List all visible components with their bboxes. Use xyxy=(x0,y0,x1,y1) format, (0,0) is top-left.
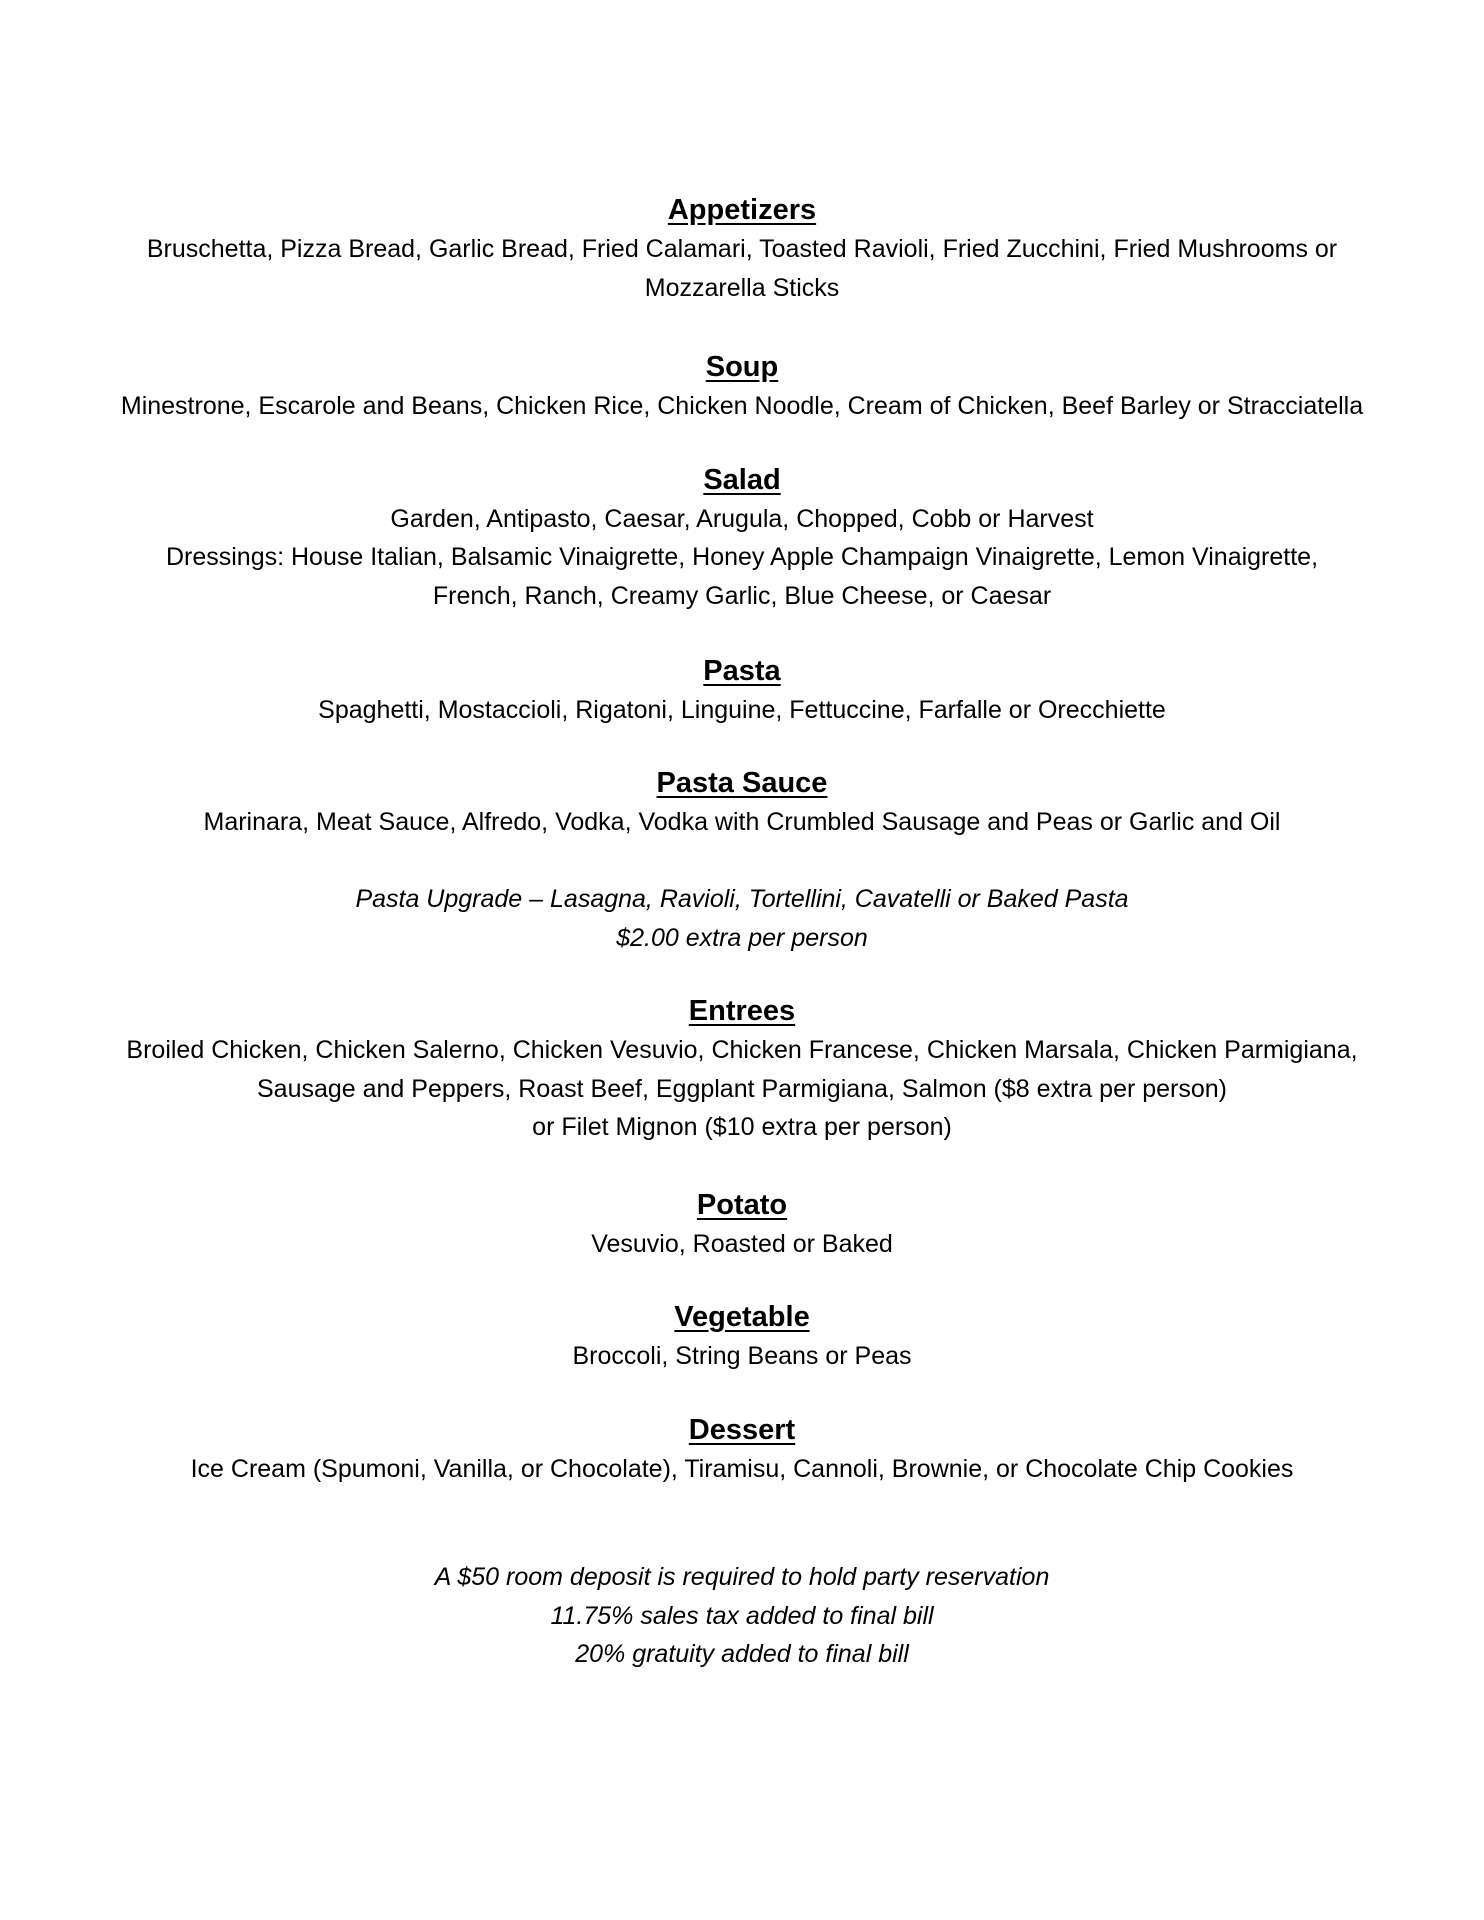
menu-line: Broccoli, String Beans or Peas xyxy=(572,1342,912,1370)
section-heading: Salad xyxy=(703,463,781,496)
section-heading: Pasta Sauce xyxy=(656,766,828,799)
section-vegetable xyxy=(80,1297,1404,1376)
pasta-upgrade-line: Pasta Upgrade – Lasagna, Ravioli, Tortellini, Cavatelli or Baked Pasta xyxy=(355,885,1129,913)
menu-line: Ice Cream (Spumoni, Vanilla, or Chocolate), Tiramisu, Cannoli, Brownie, or Chocolate Chip Cookies xyxy=(190,1454,1294,1483)
menu-line: Minestrone, Escarole and Beans, Chicken Rice, Chicken Noodle, Cream of Chicken, Beef Barley or Stracciatella xyxy=(120,392,1364,420)
section-appetizers xyxy=(80,190,1404,307)
menu-line: Broiled Chicken, Chicken Salerno, Chicken Vesuvio, Chicken Francese, Chicken Marsala, Chicken Parmigiana, xyxy=(126,1036,1358,1064)
section-entrees xyxy=(80,991,1404,1147)
pasta-upgrade-note xyxy=(80,880,1404,957)
section-soup xyxy=(80,347,1404,426)
footer-notes xyxy=(80,1558,1404,1674)
menu-line: Garden, Antipasto, Caesar, Arugula, Chopped, Cobb or Harvest xyxy=(390,504,1094,533)
menu-line: Bruschetta, Pizza Bread, Garlic Bread, Fried Calamari, Toasted Ravioli, Fried Zucchini, Fried Mushrooms or xyxy=(146,235,1338,263)
gratuity-note: 20% gratuity added to final bill xyxy=(575,1640,909,1668)
menu-line: Spaghetti, Mostaccioli, Rigatoni, Linguine, Fettuccine, Farfalle or Orecchiette xyxy=(318,696,1166,724)
section-pasta xyxy=(80,651,1404,730)
menu-content xyxy=(80,190,1404,1674)
menu-line: Mozzarella Sticks xyxy=(644,273,840,302)
section-pasta-sauce xyxy=(80,763,1404,842)
menu-line: French, Ranch, Creamy Garlic, Blue Cheese, or Caesar xyxy=(432,581,1052,610)
menu-line: Vesuvio, Roasted or Baked xyxy=(591,1229,893,1258)
menu-line: Marinara, Meat Sauce, Alfredo, Vodka, Vodka with Crumbled Sausage and Peas or Garlic and Oil xyxy=(203,807,1281,836)
section-heading: Vegetable xyxy=(674,1301,810,1333)
pasta-upgrade-price: $2.00 extra per person xyxy=(616,923,868,952)
section-heading: Entrees xyxy=(688,995,796,1027)
menu-line: Dressings: House Italian, Balsamic Vinaigrette, Honey Apple Champaign Vinaigrette, Lemon Vinaigrette, xyxy=(165,543,1319,571)
section-heading: Potato xyxy=(696,1188,788,1221)
deposit-note: A $50 room deposit is required to hold party reservation xyxy=(434,1563,1050,1591)
menu-line: or Filet Mignon ($10 extra per person) xyxy=(532,1113,952,1141)
section-heading: Appetizers xyxy=(667,194,817,226)
tax-note: 11.75% sales tax added to final bill xyxy=(550,1601,934,1630)
menu-line: Sausage and Peppers, Roast Beef, Eggplant Parmigiana, Salmon ($8 extra per person) xyxy=(256,1074,1228,1103)
section-heading: Pasta xyxy=(703,655,781,687)
section-potato xyxy=(80,1185,1404,1264)
section-heading: Soup xyxy=(705,351,779,383)
section-salad xyxy=(80,460,1404,616)
section-heading: Dessert xyxy=(688,1413,796,1446)
section-dessert xyxy=(80,1410,1404,1489)
